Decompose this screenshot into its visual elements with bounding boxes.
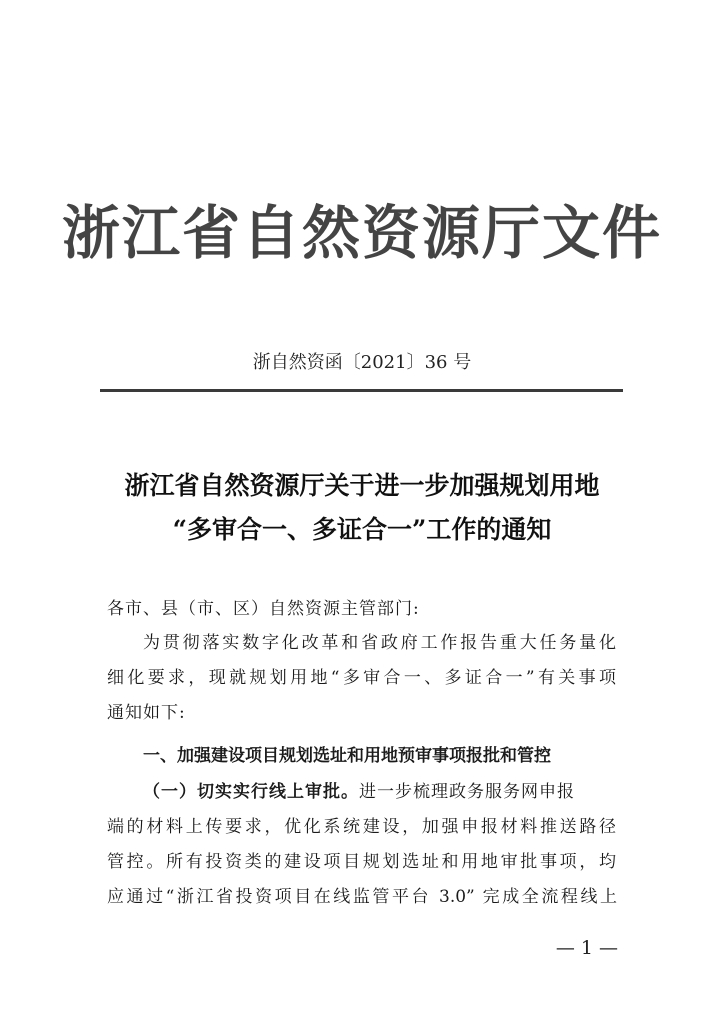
header-divider-line [100, 389, 623, 392]
intro-paragraph-line-3: 通知如下: [107, 703, 186, 723]
item-1-line-4: 应通过“浙江省投资项目在线监管平台 3.0” 完成全流程线上 [107, 887, 617, 907]
item-1-line-3: 管控。所有投资类的建设项目规划选址和用地审批事项，均 [107, 852, 617, 872]
intro-paragraph-line-1: 为贯彻落实数字化改革和省政府工作报告重大任务量化 [143, 633, 617, 653]
item-1-line-2: 端的材料上传要求，优化系统建设，加强申报材料推送路径 [107, 817, 617, 837]
document-title-line-2: “多审合一、多证合一”工作的通知 [172, 515, 552, 544]
document-number: 浙自然资函〔2021〕36 号 [252, 352, 472, 373]
intro-paragraph-line-2: 细化要求，现就规划用地“多审合一、多证合一”有关事项 [107, 668, 617, 688]
item-1-line-1-text: 进一步梳理政务服务网申报 [359, 782, 575, 802]
section-1-heading: 一、加强建设项目规划选址和用地预审事项报批和管控 [143, 746, 551, 766]
salutation: 各市、县（市、区）自然资源主管部门: [107, 599, 420, 619]
issuer-header-title: 浙江省自然资源厅文件 [61, 199, 662, 267]
item-1-line-1 [143, 777, 617, 802]
item-1-label: （一）切实实行线上审批。 [143, 782, 359, 802]
page-number: — 1 — [555, 937, 618, 959]
document-title-line-1: 浙江省自然资源厅关于进一步加强规划用地 [124, 471, 600, 500]
